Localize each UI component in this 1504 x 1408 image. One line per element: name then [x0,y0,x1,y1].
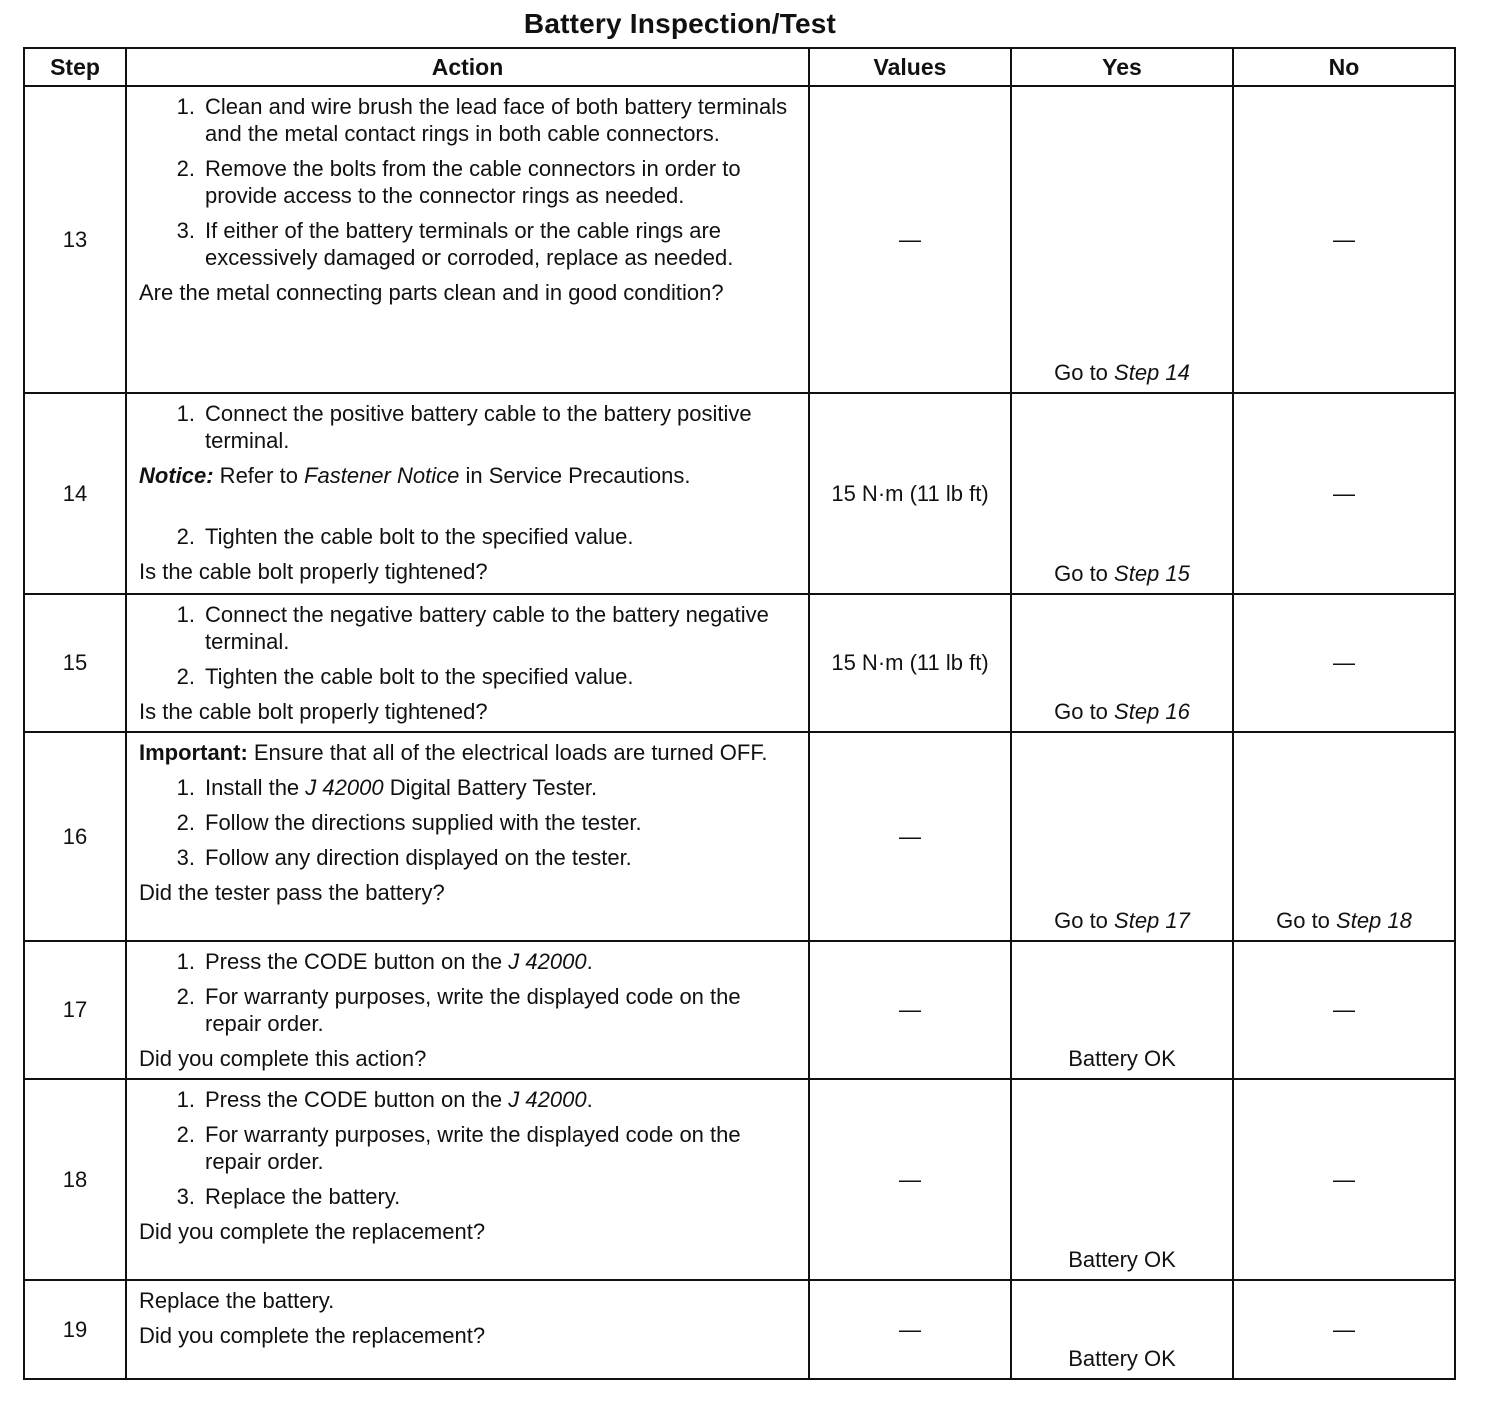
yes-cell [1011,594,1233,732]
values-cell: — [809,941,1011,1079]
no-cell [1233,1079,1455,1280]
action-item: Clean and wire brush the lead face of both battery terminals and the metal contact rings in both cable connectors. [205,94,788,146]
table-row-step-15 [24,594,1455,732]
action-item: If either of the battery terminals or the cable rings are excessively damaged or corroded, replace as needed. [205,218,734,270]
action-item: Remove the bolts from the cable connectors in order to provide access to the connector rings as needed. [205,156,741,208]
step-link[interactable]: Step 18 [1336,908,1412,933]
action-item [205,948,798,975]
header-no: No [1233,48,1455,86]
table-row-step-19 [24,1280,1455,1379]
values-cell: — [809,86,1011,393]
no-text: Go to [1276,908,1337,933]
values-cell: 15 N·m (11 lb ft) [809,393,1011,594]
action-question: Is the cable bolt properly tightened? [139,559,488,584]
yes-text: Battery OK [1068,1046,1176,1071]
yes-text: Go to [1054,908,1115,933]
table-row-step-16 [24,732,1455,941]
values-cell: — [809,732,1011,941]
step-link[interactable]: Step 15 [1114,561,1190,586]
page-title: Battery Inspection/Test [523,8,837,39]
step-number: 16 [24,732,126,941]
action-text: Press the CODE button on the [205,1087,509,1112]
action-question: Did you complete the replacement? [139,1219,486,1244]
action-question: Did the tester pass the battery? [139,880,445,905]
notice [139,462,798,489]
action-item: Follow the directions supplied with the tester. [205,810,642,835]
no-cell [1233,941,1455,1079]
no-cell [1233,1280,1455,1379]
notice-reference: Fastener Notice [304,463,460,488]
no-text: — [1333,997,1355,1022]
header-step: Step [24,48,126,86]
action-cell: 1. Press the CODE button on the J 42000. 2. For warranty purposes, write the displayed code on the repair order. Did you complete this action? [126,941,809,1079]
values-cell: — [809,1079,1011,1280]
action-item: Replace the battery. [139,1288,335,1313]
step-link[interactable]: Step 17 [1114,908,1190,933]
step-number: 14 [24,393,126,594]
step-number: 18 [24,1079,126,1280]
step-number: 17 [24,941,126,1079]
notice-label: Notice: [139,463,214,488]
yes-cell [1011,86,1233,393]
action-cell: 1. Connect the negative battery cable to the battery negative terminal. 2. Tighten the cable bolt to the specified value. Is the cable bolt properly tightened? [126,594,809,732]
table-row-step-13 [24,86,1455,393]
action-item: Follow any direction displayed on the tester. [205,845,632,870]
step-link[interactable]: Step 16 [1114,699,1190,724]
no-cell [1233,393,1455,594]
action-item: Replace the battery. [205,1184,401,1209]
action-question: Did you complete this action? [139,1046,427,1071]
table-row-step-17 [24,941,1455,1079]
action-item: Tighten the cable bolt to the specified value. [205,664,634,689]
action-text: . [586,1087,593,1112]
no-cell [1233,732,1455,941]
no-text: — [1333,1166,1355,1192]
table-row-step-14 [24,393,1455,594]
values-cell: — [809,1280,1011,1379]
step-number: 19 [24,1280,126,1379]
action-question: Are the metal connecting parts clean and in good condition? [139,280,724,305]
yes-text: Battery OK [1068,1346,1176,1371]
important-text: Ensure that all of the electrical loads are turned OFF. [247,740,768,765]
header-values: Values [809,48,1011,86]
notice-text: in Service Precautions. [459,463,691,488]
action-item: Connect the negative battery cable to the battery negative terminal. [205,602,769,654]
action-item [205,1086,798,1113]
action-text: Press the CODE button on the [205,949,509,974]
table-row-step-18 [24,1079,1455,1280]
yes-text: Go to [1054,699,1115,724]
tool-reference: J 42000 [508,1087,587,1112]
values-cell: 15 N·m (11 lb ft) [809,594,1011,732]
yes-text: Go to [1054,561,1115,586]
yes-cell [1011,1280,1233,1379]
no-cell [1233,594,1455,732]
no-text: — [1333,1316,1355,1342]
no-cell [1233,86,1455,393]
action-cell: 1. Clean and wire brush the lead face of both battery terminals and the metal contact rings in both cable connectors. 2. Remove the bolts from the cable connectors in order to provide access to the connector rings as needed. 3. If either of the battery terminals or the cable rings are excessively damaged or corroded, replace as needed. Are the metal connecting parts clean and in good condition? [126,86,809,393]
action-item: For warranty purposes, write the displayed code on the repair order. [205,984,741,1036]
yes-cell [1011,732,1233,941]
tool-reference: J 42000 [508,949,587,974]
action-text: . [586,949,593,974]
yes-cell [1011,393,1233,594]
action-text: Digital Battery Tester. [383,775,598,800]
action-question: Did you complete the replacement? [139,1323,486,1348]
notice-text: Refer to [213,463,305,488]
action-cell [126,1280,809,1379]
yes-cell [1011,1079,1233,1280]
action-text: Install the [205,775,306,800]
header-action: Action [126,48,809,86]
no-text: — [1333,480,1355,506]
important-label: Important: [139,740,248,765]
step-number: 15 [24,594,126,732]
yes-text: Go to [1054,360,1115,385]
action-question: Is the cable bolt properly tightened? [139,699,488,724]
no-text: — [1333,226,1355,252]
battery-inspection-table [23,47,1456,1380]
action-item: For warranty purposes, write the displayed code on the repair order. [205,1122,741,1174]
tool-reference: J 42000 [305,775,384,800]
action-cell: 1. Press the CODE button on the J 42000. 2. For warranty purposes, write the displayed code on the repair order. 3. Replace the battery. Did you complete the replacement? [126,1079,809,1280]
step-link[interactable]: Step 14 [1114,360,1190,385]
step-number: 13 [24,86,126,393]
action-item: Connect the positive battery cable to the battery positive terminal. [205,401,752,453]
header-yes: Yes [1011,48,1233,86]
important-note [139,739,798,766]
action-item [205,774,798,801]
yes-text: Battery OK [1068,1247,1176,1272]
action-item: Tighten the cable bolt to the specified value. [205,524,634,549]
yes-cell [1011,941,1233,1079]
action-cell: 1. Connect the positive battery cable to the battery positive terminal. Notice: Refer to Fastener Notice in Service Precautions. 2. Tighten the cable bolt to the specified value. Is the cable bolt properly tightened? [126,393,809,594]
action-cell: Important: Ensure that all of the electrical loads are turned OFF. 1. Install the J 42000 Digital Battery Tester. 2. Follow the directions supplied with the tester. 3. Follow any direction displayed on the tester. Did the tester pass the battery? [126,732,809,941]
table-header-row [24,48,1455,86]
no-text: — [1333,650,1355,675]
